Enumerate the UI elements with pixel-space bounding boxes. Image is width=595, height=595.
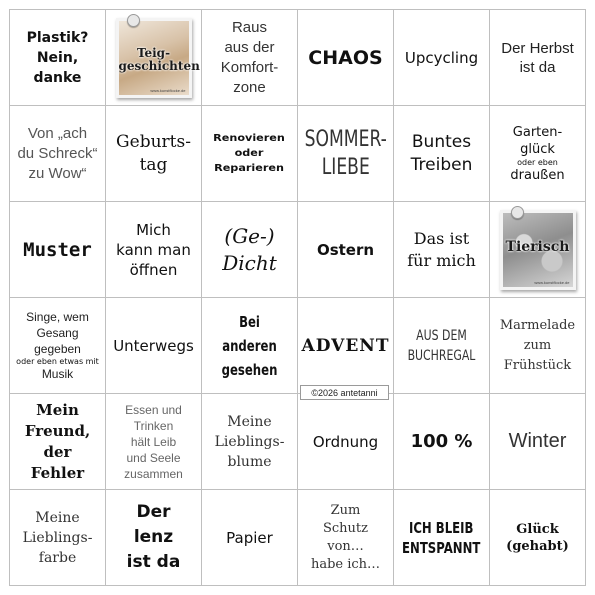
cell-text: Plastik? Nein, danke: [26, 29, 89, 86]
cell-herbst: [490, 10, 586, 106]
cell-text: Singe, wem Gesang gegeben: [26, 310, 89, 356]
cell-text: Der Herbst ist da: [501, 39, 574, 76]
cell-gedicht: [202, 202, 298, 298]
cell-text: Bei anderen gesehen: [221, 312, 278, 379]
cell-upcycling: [394, 10, 490, 106]
cell-text: Meine Lieblings- farbe: [22, 509, 93, 566]
cell-muster: [10, 202, 106, 298]
cell-text: (Ge-) Dicht: [222, 223, 277, 275]
cell-text: SOMMER- LIEBE: [304, 126, 387, 180]
photo-credit: www.kunstflocke.de: [150, 87, 186, 93]
cell-tierisch: [490, 202, 586, 298]
cell-tail-text: Musik: [41, 367, 74, 381]
photo-label: Teig- geschichten: [118, 45, 200, 73]
cell-text: Geburts- tag: [116, 131, 191, 175]
cell-buntes-treiben: [394, 106, 490, 202]
cell-text: Renovieren oder Reparieren: [213, 133, 286, 174]
cell-text: Raus aus der Komfort- zone: [220, 18, 279, 96]
cell-text: ICH BLEIB ENTSPANNT: [402, 518, 481, 557]
cell-text: Mein Freund, der Fehler: [24, 400, 91, 482]
cell-tail-text: draußen: [510, 167, 565, 183]
photo-card-tierisch: [500, 210, 576, 290]
cell-text: Winter: [508, 430, 567, 452]
cell-unterwegs: [106, 298, 202, 394]
cell-text: Upcycling: [404, 48, 479, 67]
cell-text: Das ist für mich: [407, 228, 476, 270]
cell-das-ist-fuer-mich: [394, 202, 490, 298]
cell-text: Papier: [226, 528, 273, 547]
cell-lieblingsfarbe: [10, 490, 106, 586]
cell-renovieren: [202, 106, 298, 202]
cell-geburtstag: [106, 106, 202, 202]
cell-text: 100 %: [410, 431, 473, 452]
cell-text: Essen und Trinken hält Leib und Seele zusammen: [124, 402, 183, 481]
cell-text: Garten- glück: [512, 124, 563, 157]
singe-group: [16, 309, 99, 382]
cell-text: Von „ach du Schreck“ zu Wow“: [17, 124, 98, 182]
cell-gartenglueck: [490, 106, 586, 202]
cell-ach-du-schreck: [10, 106, 106, 202]
cell-winter: [490, 394, 586, 490]
cell-glueck: [490, 490, 586, 586]
pin-icon: [511, 206, 524, 219]
cell-lieblingsblume: [202, 394, 298, 490]
cell-text: ADVENT: [301, 335, 390, 356]
cell-text: Glück (gehabt): [506, 521, 569, 554]
cell-advent: [298, 298, 394, 394]
cell-ordnung: [298, 394, 394, 490]
cell-sommerliebe: [298, 106, 394, 202]
cell-text: Ordnung: [312, 432, 379, 451]
photo-credit: www.kunstflocke.de: [534, 279, 570, 285]
cell-essen-trinken: [106, 394, 202, 490]
cell-singe: [10, 298, 106, 394]
copyright-label: ©2026 antetanni: [300, 385, 389, 400]
cell-text: Marmelade zum Frühstück: [499, 317, 576, 373]
cell-buchregal: [394, 298, 490, 394]
cell-text: Mich kann man öffnen: [116, 220, 191, 279]
cell-small-text: oder eben etwas mit: [16, 357, 99, 366]
photo-label: Tierisch: [505, 238, 570, 255]
cell-text: Meine Lieblings- blume: [214, 413, 285, 470]
cell-komfortzone: [202, 10, 298, 106]
cell-100-prozent: [394, 394, 490, 490]
cell-ostern: [298, 202, 394, 298]
cell-entspannt: [394, 490, 490, 586]
cell-chaos: [298, 10, 394, 106]
cell-text: Unterwegs: [113, 336, 194, 355]
bingo-grid: [9, 9, 586, 586]
cell-fehler: [10, 394, 106, 490]
cell-text: Ostern: [316, 240, 375, 259]
cell-text: Der lenz ist da: [126, 502, 181, 572]
gartenglueck-group: [510, 124, 564, 184]
cell-text: AUS DEM BUCHREGAL: [407, 327, 476, 364]
pin-icon: [127, 14, 140, 27]
cell-zum-schutz: [298, 490, 394, 586]
cell-text: CHAOS: [308, 46, 383, 69]
cell-plastik: [10, 10, 106, 106]
cell-small-text: oder eben: [517, 157, 558, 167]
cell-oeffnen: [106, 202, 202, 298]
cell-teig: [106, 10, 202, 106]
cell-bei-anderen: [202, 298, 298, 394]
cell-papier: [202, 490, 298, 586]
photo-card-teig: [116, 18, 200, 98]
cell-lenz: [106, 490, 202, 586]
cell-text: Zum Schutz von… habe ich…: [310, 502, 381, 572]
cell-text: Muster: [23, 238, 92, 261]
cell-marmelade: [490, 298, 586, 394]
cell-text: Buntes Treiben: [410, 131, 473, 175]
